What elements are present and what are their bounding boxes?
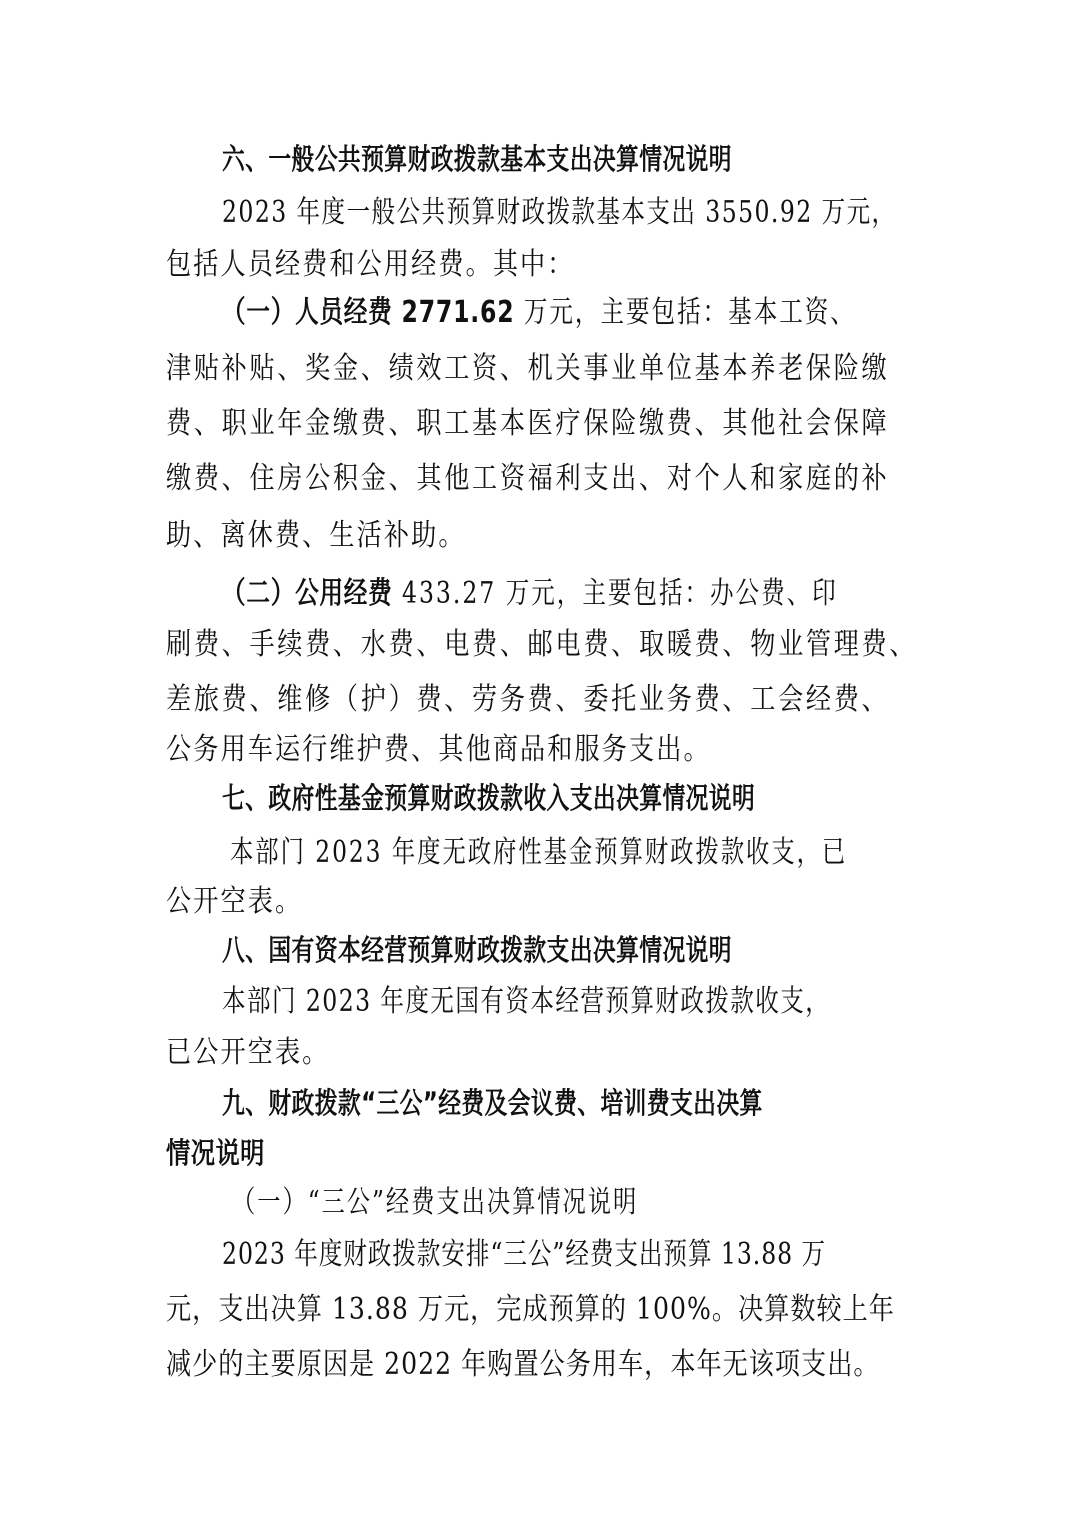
subsection-heading: （一）“三公”经费支出决算情况说明 <box>232 1185 639 1220</box>
personnel-expense-line <box>222 285 1066 341</box>
paragraph-line: 公务用车运行维护费、其他商品和服务支出。 <box>166 732 711 767</box>
paragraph-line: 元，支出决算 13.88 万元，完成预算的 100%。决算数较上年 <box>166 1292 895 1327</box>
paragraph-line: 2023 年度财政拨款安排“三公”经费支出预算 13.88 万 <box>222 1237 827 1272</box>
section-7-heading: 七、政府性基金预算财政拨款收入支出决算情况说明 <box>222 781 756 815</box>
paragraph-line: 减少的主要原因是 2022 年购置公务用车，本年无该项支出。 <box>166 1347 880 1382</box>
paragraph-text: 万元，主要包括：基本工资、 <box>514 295 856 330</box>
section-9-heading-cont: 情况说明 <box>166 1136 265 1170</box>
paragraph-line: 包括人员经费和公用经费。其中： <box>166 247 575 282</box>
public-expense-line <box>222 566 1066 622</box>
paragraph-line: 2023 年度一般公共预算财政拨款基本支出 3550.92 万元， <box>222 195 897 230</box>
personnel-expense-label: （一）人员经费 2771.62 <box>222 295 515 330</box>
paragraph-line: 本部门 2023 年度无政府性基金预算财政拨款收支，已 <box>230 835 848 870</box>
public-expense-label: （二）公用经费 <box>222 576 393 611</box>
paragraph-text: 433.27 万元，主要包括：办公费、印 <box>392 576 838 611</box>
section-8-heading: 八、国有资本经营预算财政拨款支出决算情况说明 <box>222 933 732 967</box>
paragraph-line: 差旅费、维修（护）费、劳务费、委托业务费、工会经费、 <box>166 682 890 717</box>
paragraph-line: 费、职业年金缴费、职工基本医疗保险缴费、其他社会保障 <box>166 406 890 441</box>
paragraph-line: 已公开空表。 <box>166 1035 330 1070</box>
paragraph-line: 本部门 2023 年度无国有资本经营预算财政拨款收支， <box>222 984 831 1019</box>
section-9-heading: 九、财政拨款“三公”经费及会议费、培训费支出决算 <box>222 1086 763 1120</box>
paragraph-line: 缴费、住房公积金、其他工资福利支出、对个人和家庭的补 <box>166 461 890 496</box>
paragraph-line: 助、离休费、生活补助。 <box>166 518 466 553</box>
paragraph-line: 公开空表。 <box>166 884 303 919</box>
paragraph-line: 津贴补贴、奖金、绩效工资、机关事业单位基本养老保险缴 <box>166 351 890 386</box>
section-6-heading: 六、一般公共预算财政拨款基本支出决算情况说明 <box>222 142 732 176</box>
paragraph-line: 刷费、手续费、水费、电费、邮电费、取暖费、物业管理费、 <box>166 627 918 662</box>
